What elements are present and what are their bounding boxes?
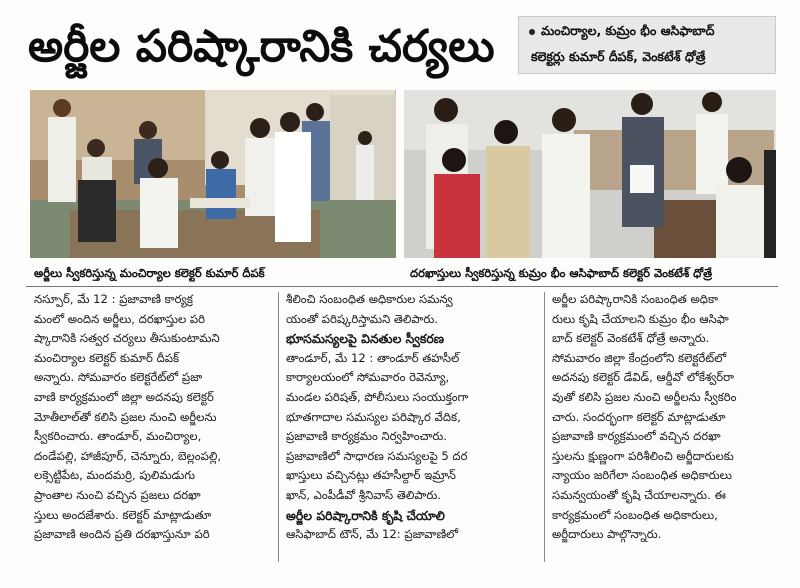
text-line: అర్జీదారులు పాల్గొన్నారు. <box>552 527 662 542</box>
text-line: ఆసిఫాబాద్ టౌన్, మే 12: ప్రజావాణిలో <box>286 527 459 542</box>
text-line: ఖాన్, ఎంపీడీవో శ్రీనివాస్ తెలిపారు. <box>286 487 441 502</box>
subhead-line-1 <box>529 23 715 42</box>
text-line: అదనపు కలెక్టర్ డేవిడ్, ఆర్డీవో లోకేశ్వర్‌రా <box>552 370 735 385</box>
text-line: లక్సెట్టిపేట, మందమర్రి, పులిమడుగు <box>34 468 196 483</box>
text-line: రులు కృషి చేయాలని కుమ్రం భీం ఆసిఫా <box>552 311 729 326</box>
divider-col-1 <box>278 292 279 562</box>
text-line: మంచిర్యాల కలెక్టర్ కుమార్ దీపక్ <box>34 350 180 365</box>
text-line: చారు. సందర్భంగా కలెక్టర్ మాట్లాడుతూ <box>552 409 726 424</box>
text-line: న్యాయం జరిగేలా సంబంధిత అధికారులు <box>552 468 732 483</box>
divider-top <box>26 286 778 287</box>
text-line: ప్రజావాణి కార్యక్రమం నిర్వహించారు. <box>286 429 447 444</box>
text-line: అర్జీల పరిష్కారానికి సంబంధిత అధికా <box>552 292 719 306</box>
subhead-text-1: మంచిర్యాల, కుమ్రం భీం ఆసిఫాబాద్ <box>541 23 715 38</box>
text-line: స్తులను క్షుణ్ణంగా పరిశీలించి అర్జీదారులకు <box>552 448 734 463</box>
subheading-land-issues: భూసమస్యలపై వినతుల స్వీకరణ <box>286 331 444 347</box>
text-line: ప్రాంతాల నుంచి వచ్చిన ప్రజలు దరఖా <box>34 487 201 502</box>
text-line: ప్రజావాణి కార్యక్రమంలో వచ్చిన దరఖా <box>552 429 721 444</box>
text-line: వుతో కలిసి ప్రజల నుంచి అర్జీలను స్వీకరిం <box>552 389 737 404</box>
text-line: మోతీలాల్‌తో కలిసి ప్రజల నుంచి అర్జీలను <box>34 409 217 424</box>
text-line: యంతో పరిష్కరిస్తామని తెలిపారు. <box>286 311 438 326</box>
caption-right: దరఖాస్తులు స్వీకరిస్తున్న కుమ్రం భీం ఆసిఫాబాద్ కలెక్టర్ వెంకటేశ్ ధోత్రే <box>410 266 713 280</box>
subhead-box <box>518 16 776 74</box>
text-line: కార్యక్రమంలో సంబంధిత అధికారులు, <box>552 507 718 522</box>
subheading-petitions: అర్జీల పరిష్కారానికి కృషి చేయాలి <box>286 507 445 523</box>
text-line: సోమవారం జిల్లా కేంద్రంలోని కలెక్టరేట్‌లో <box>552 350 727 365</box>
photo-left-illustration <box>30 90 396 258</box>
text-line: భూతగాదాల సమస్యల పరిష్కార వేదిక, <box>286 409 461 424</box>
text-line: మండల పరిషత్, పోలీసులు సంయుక్తంగా <box>286 389 469 404</box>
text-line: తాండూర్, మే 12 : తాండూర్ తహసీల్ <box>286 350 460 365</box>
text-line: బాద్ కలెక్టర్ వెంకటేశ్ ధోత్రే అన్నారు. <box>552 331 710 346</box>
text-line: ష్కారానికి సత్వర చర్యలు తీసుకుంటామని <box>34 331 220 346</box>
photo-asifabad-collector <box>404 90 776 258</box>
text-line: ఖాస్తులు వచ్చినట్లు తహసీల్దార్ ఇమ్రాన్ <box>286 468 456 483</box>
caption-left: అర్జీలు స్వీకరిస్తున్న మంచిర్యాల కలెక్టర్ కుమార్ దీపక్ <box>34 266 265 280</box>
headline: అర్జీల పరిష్కారానికి చర్యలు <box>28 21 495 72</box>
text-line: ప్రజావాణిలో సాధారణ సమస్యలపై 5 దర <box>286 448 468 463</box>
article-column-2 <box>286 290 536 545</box>
article-column-1 <box>34 290 270 545</box>
text-line: అన్నారు. సోమవారం కలెక్టరేట్‌లో ప్రజా <box>34 370 203 385</box>
divider-col-2 <box>544 292 545 562</box>
text-line: దండేపల్లి, హాజీపూర్, చెన్నూరు, బెల్లంపల్లి, <box>34 448 222 463</box>
article-column-3 <box>552 290 780 545</box>
text-line: మంలో అందిన అర్జీలు, దరఖాస్తుల పరి <box>34 311 206 326</box>
text-line: నస్పూర్, మే 12 : ప్రజావాణి కార్యక్ర <box>34 292 193 306</box>
text-line: ప్రజావాణి అందిన ప్రతి దరఖాస్తునూ పరి <box>34 527 210 542</box>
text-line: స్తులు అందజేశారు. కలెక్టర్ మాట్లాడుతూ <box>34 507 212 522</box>
text-line: కార్యాలయంలో సోమవారం రెవెన్యూ, <box>286 370 450 385</box>
text-line: వాణి కార్యక్రమంలో జిల్లా అదనపు కలెక్టర్ <box>34 389 214 404</box>
subhead-line-2: కలెక్టర్లు కుమార్ దీపక్, వెంకటేశ్ ధోత్రే <box>531 49 706 64</box>
text-line: సమన్వయంతో కృషి చేయాలన్నారు. ఈ <box>552 487 726 502</box>
bullet-icon <box>529 29 535 35</box>
text-line: స్వీకరించారు. తాండూర్, మంచిర్యాల, <box>34 429 202 444</box>
photo-right-illustration <box>404 90 776 258</box>
photo-mancherial-collector <box>30 90 396 258</box>
text-line: శీలించి సంబంధిత అధికారుల సమన్వ <box>286 292 453 306</box>
